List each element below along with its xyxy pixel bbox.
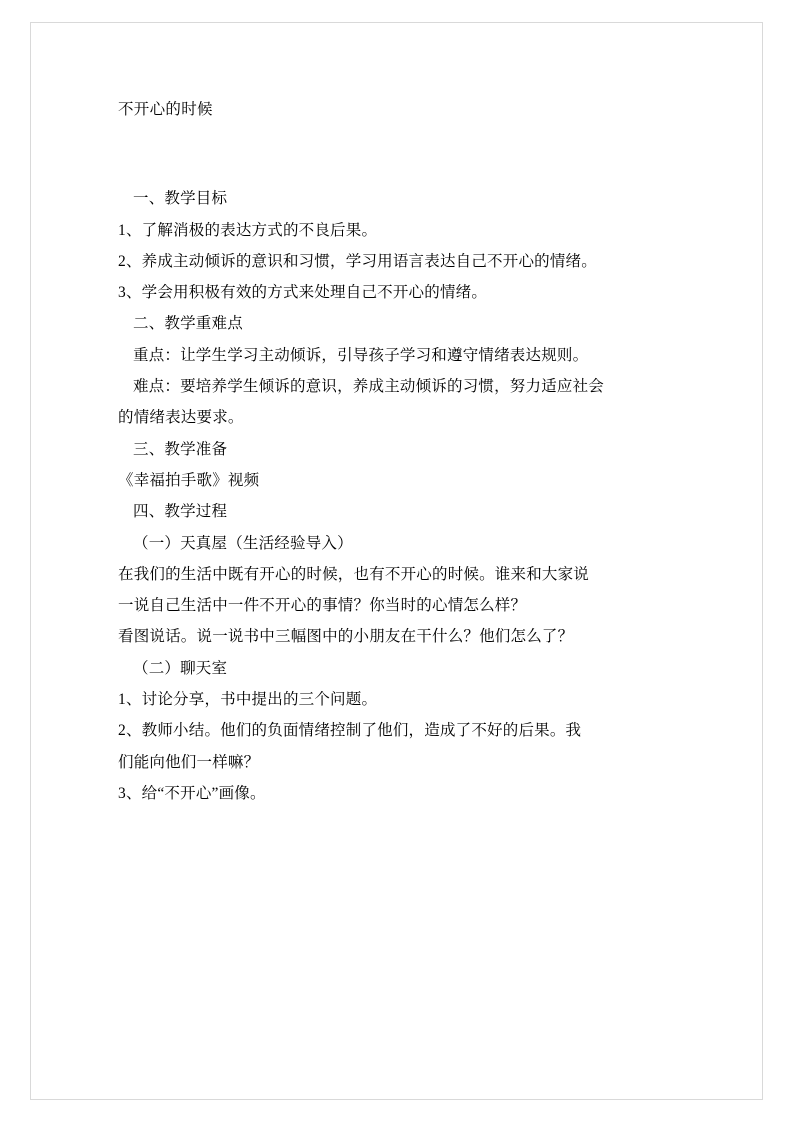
document-line: 二、教学重难点 (133, 315, 243, 333)
document-line: 重点：让学生学习主动倾诉，引导孩子学习和遵守情绪表达规则。 (133, 346, 589, 364)
document-line: 3、给“不开心”画像。 (118, 784, 266, 802)
document-line: （一）天真屋（生活经验导入） (133, 534, 353, 552)
document-text-block (118, 183, 680, 809)
document-line: 3、学会用积极有效的方式来处理自己不开心的情绪。 (118, 284, 488, 302)
document-line: 四、教学过程 (133, 503, 228, 521)
document-line: （二）聊天室 (133, 659, 228, 677)
page-title: 不开心的时候 (118, 101, 213, 118)
document-line: 一说自己生活中一件不开心的事情？你当时的心情怎么样？ (118, 597, 527, 615)
document-line: 在我们的生活中既有开心的时候，也有不开心的时候。谁来和大家说 (118, 565, 590, 583)
document-line: 一、教学目标 (133, 190, 228, 208)
document-line: 们能向他们一样嘛？ (118, 753, 260, 771)
document-body (118, 98, 680, 809)
document-line: 2、养成主动倾诉的意识和习惯，学习用语言表达自己不开心的情绪。 (118, 252, 597, 270)
document-line: 三、教学准备 (133, 440, 228, 458)
document-line: 难点：要培养学生倾诉的意识，养成主动倾诉的习惯，努力适应社会 (133, 378, 605, 396)
document-line: 1、讨论分享，书中提出的三个问题。 (118, 691, 378, 708)
document-line: 2、教师小结。他们的负面情绪控制了他们，造成了不好的后果。我 (118, 722, 582, 740)
document-line: 看图说话。说一说书中三幅图中的小朋友在干什么？他们怎么了？ (118, 628, 574, 646)
title-spacer (118, 121, 680, 183)
document-line: 1、了解消极的表达方式的不良后果。 (118, 221, 378, 239)
document-line: 的情绪表达要求。 (118, 409, 244, 427)
document-line: 《幸福拍手歌》视频 (118, 471, 260, 489)
